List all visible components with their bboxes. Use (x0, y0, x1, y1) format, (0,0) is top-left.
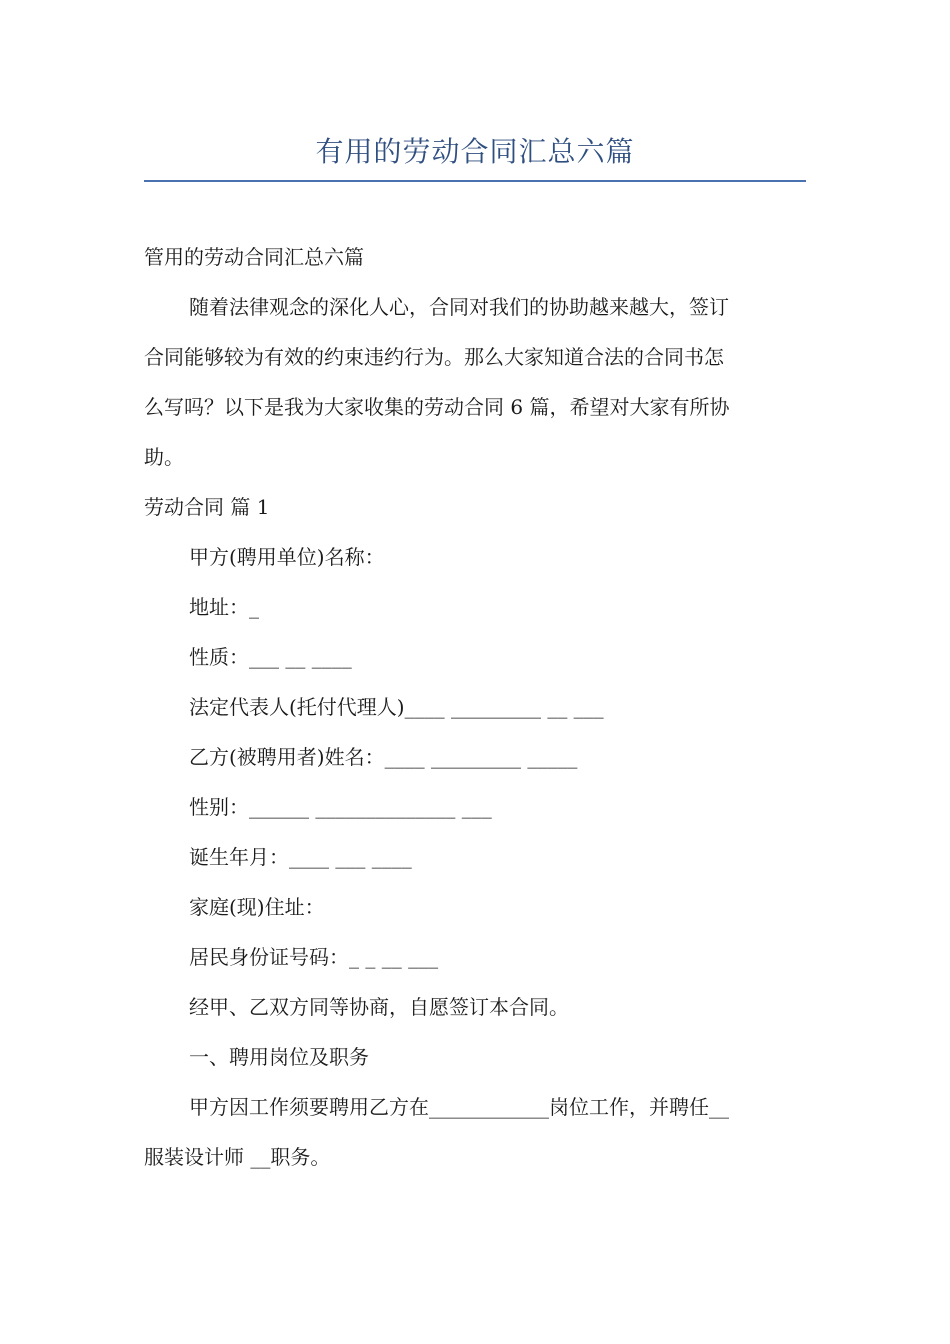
field-birth-date: 诞生年月：____ ___ ____ (189, 845, 412, 869)
title-underline (144, 180, 806, 182)
clause-line: 服装设计师 __职务。 (144, 1145, 331, 1169)
field-id-number: 居民身份证号码：_ _ __ ___ (189, 945, 439, 969)
section-heading: 劳动合同 篇 1 (144, 495, 270, 519)
field-address: 地址：_ (189, 595, 259, 619)
clause-heading: 一、聘用岗位及职务 (189, 1045, 369, 1069)
field-nature: 性质：___ __ ____ (189, 645, 352, 669)
intro-line: 合同能够较为有效的约束违约行为。那么大家知道合法的合同书怎 (144, 345, 724, 369)
agreement-statement: 经甲、乙双方同等协商，自愿签订本合同。 (189, 995, 569, 1019)
intro-line: 助。 (144, 445, 184, 469)
field-gender: 性别：______ ______________ ___ (189, 795, 492, 819)
field-party-b-name: 乙方(被聘用者)姓名：____ _________ _____ (189, 745, 578, 769)
field-home-address: 家庭(现)住址： (189, 895, 325, 919)
intro-line: 么写吗？以下是我为大家收集的劳动合同 6 篇，希望对大家有所协 (144, 395, 730, 419)
document-title: 有用的劳动合同汇总六篇 (315, 135, 635, 168)
clause-line: 甲方因工作须要聘用乙方在____________岗位工作，并聘任__ (189, 1095, 729, 1119)
field-party-a-name: 甲方(聘用单位)名称： (189, 545, 385, 569)
intro-line: 随着法律观念的深化人心，合同对我们的协助越来越大，签订 (189, 295, 729, 319)
document-subtitle: 管用的劳动合同汇总六篇 (144, 245, 364, 269)
field-legal-representative: 法定代表人(托付代理人)____ _________ __ ___ (189, 695, 604, 719)
